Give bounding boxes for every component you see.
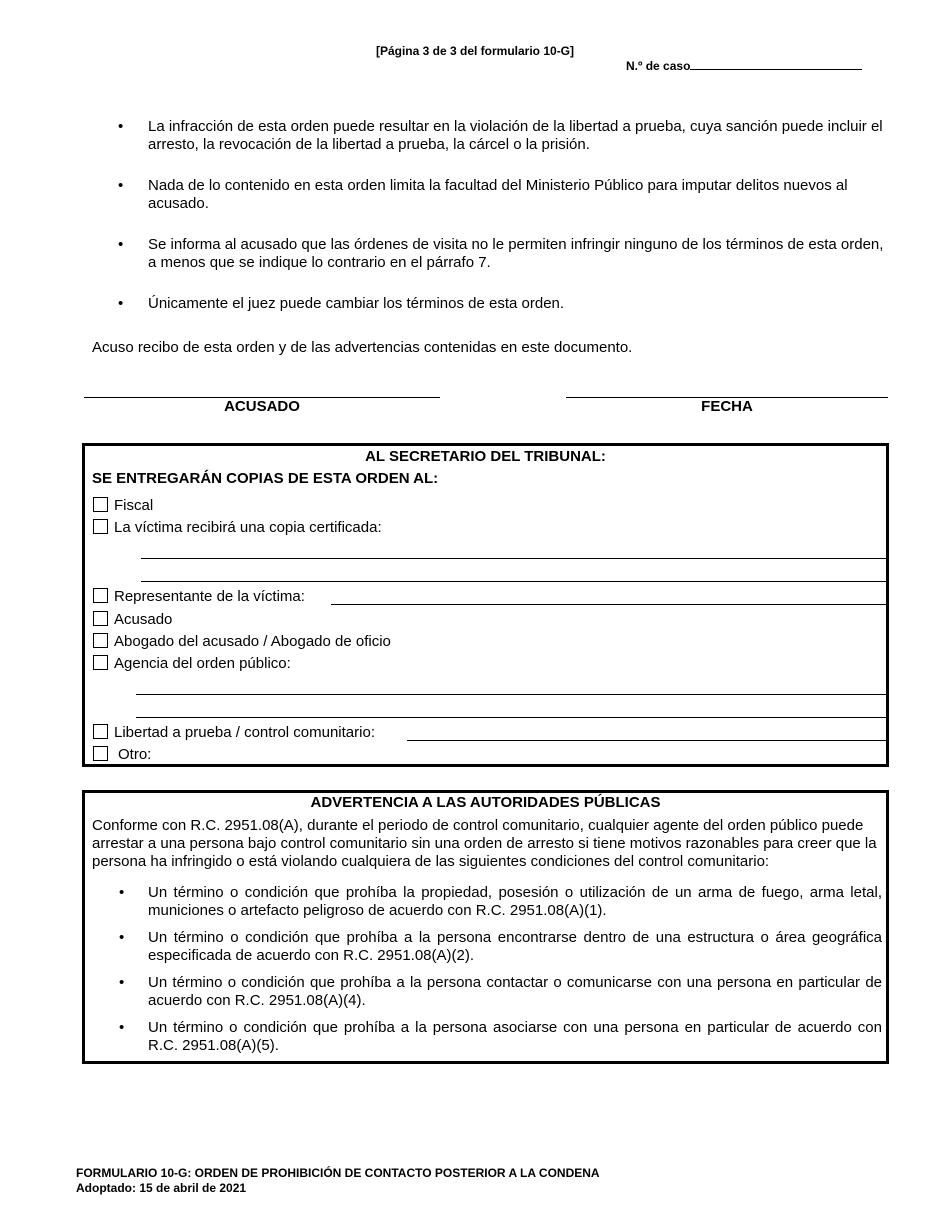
other-checkbox[interactable]	[93, 746, 108, 761]
bullet-glyph: •	[118, 295, 124, 312]
victim-checkbox[interactable]	[93, 519, 108, 534]
list-item	[118, 177, 888, 213]
warning-text: La infracción de esta orden puede resultar en la violación de la libertad a prueba, cuya sanción puede incluir el arresto, la revocación de la libertad a prueba, la cárcel o la prisión.	[148, 118, 883, 153]
defendant-label: ACUSADO	[224, 398, 300, 415]
case-number-blank[interactable]	[690, 58, 862, 70]
list-item	[119, 1019, 882, 1055]
law-enforcement-line-1[interactable]	[136, 694, 886, 695]
condition-text: Un término o condición que prohíba a la persona encontrarse dentro de una estructura o área geográfica especificada de acuerdo con R.C. 2951.08(A)(2).	[148, 929, 882, 964]
page-number-label: [Página 3 de 3 del formulario 10-G]	[375, 44, 575, 58]
form-title: FORMULARIO 10-G: ORDEN DE PROHIBICIÓN DE CONTACTO POSTERIOR A LA CONDENA	[76, 1166, 600, 1180]
list-item	[119, 974, 882, 1010]
option-attorney	[93, 633, 391, 650]
case-number-field[interactable]	[626, 58, 862, 73]
prosecutor-label: Fiscal	[114, 497, 154, 514]
list-item	[118, 236, 888, 272]
prosecutor-checkbox[interactable]	[93, 497, 108, 512]
option-victim-representative	[93, 588, 305, 605]
law-enforcement-line-2[interactable]	[136, 717, 886, 718]
attorney-checkbox[interactable]	[93, 633, 108, 648]
authorities-warning-intro: Conforme con R.C. 2951.08(A), durante el periodo de control comunitario, cualquier agente del orden público puede arrestar a una persona bajo control comunitario sin una orden de arresto si tiene motivos razonables para creer que la persona ha infringido o está violando cualquiera de las siguientes condiciones del control comunitario:	[92, 817, 877, 870]
option-probation	[93, 724, 375, 741]
list-item	[119, 929, 882, 965]
defendant-checkbox[interactable]	[93, 611, 108, 626]
other-label: Otro:	[118, 746, 152, 763]
option-victim	[93, 519, 382, 536]
warning-text: Nada de lo contenido en esta orden limita la facultad del Ministerio Público para imputar delitos nuevos al acusado.	[148, 177, 848, 212]
clerk-box-title: AL SECRETARIO DEL TRIBUNAL:	[365, 448, 606, 465]
victim-representative-line[interactable]	[331, 604, 886, 605]
list-item	[118, 118, 888, 154]
warning-text: Se informa al acusado que las órdenes de visita no le permiten infringir ninguno de los términos de esta orden, a menos que se indique lo contrario en el párrafo 7.	[148, 236, 884, 271]
warning-text: Únicamente el juez puede cambiar los términos de esta orden.	[148, 295, 565, 312]
attorney-label: Abogado del acusado / Abogado de oficio	[114, 633, 391, 650]
defendant-option-label: Acusado	[114, 611, 173, 628]
bullet-glyph: •	[119, 929, 125, 946]
acknowledgement-text: Acuso recibo de esta orden y de las advertencias contenidas en este documento.	[92, 339, 633, 356]
bullet-glyph: •	[118, 236, 124, 253]
bullet-glyph: •	[119, 974, 125, 991]
probation-label: Libertad a prueba / control comunitario:	[114, 724, 375, 741]
authorities-warning-box	[82, 790, 889, 1064]
bullet-glyph: •	[118, 118, 124, 135]
victim-label: La víctima recibirá una copia certificada:	[114, 519, 382, 536]
option-law-enforcement	[93, 655, 291, 672]
condition-text: Un término o condición que prohíba la propiedad, posesión o utilización de un arma de fuego, arma letal, municiones o artefacto peligroso de acuerdo con R.C. 2951.08(A)(1).	[148, 884, 882, 919]
probation-line[interactable]	[407, 740, 886, 741]
clerk-box-subtitle: SE ENTREGARÁN COPIAS DE ESTA ORDEN AL:	[92, 470, 439, 487]
option-defendant	[93, 611, 172, 628]
victim-line-2[interactable]	[141, 581, 886, 582]
case-number-label: N.º de caso	[626, 59, 691, 73]
clerk-instructions-box	[82, 443, 889, 767]
option-prosecutor	[93, 497, 153, 514]
probation-checkbox[interactable]	[93, 724, 108, 739]
bullet-glyph: •	[119, 884, 125, 901]
victim-representative-checkbox[interactable]	[93, 588, 108, 603]
victim-representative-label: Representante de la víctima:	[114, 588, 305, 605]
conditions-list	[119, 884, 882, 1064]
condition-text: Un término o condición que prohíba a la persona contactar o comunicarse con una persona en particular de acuerdo con R.C. 2951.08(A)(4).	[148, 974, 882, 1009]
bullet-glyph: •	[118, 177, 124, 194]
date-label: FECHA	[701, 398, 753, 415]
form-footer	[76, 1166, 600, 1196]
option-other	[93, 746, 151, 763]
bullet-glyph: •	[119, 1019, 125, 1036]
law-enforcement-label: Agencia del orden público:	[114, 655, 291, 672]
warning-list	[118, 118, 888, 336]
authorities-warning-title: ADVERTENCIA A LAS AUTORIDADES PÚBLICAS	[310, 794, 661, 811]
victim-line-1[interactable]	[141, 558, 886, 559]
list-item	[118, 295, 888, 313]
adopted-date: Adoptado: 15 de abril de 2021	[76, 1181, 247, 1195]
law-enforcement-checkbox[interactable]	[93, 655, 108, 670]
list-item	[119, 884, 882, 920]
condition-text: Un término o condición que prohíba a la persona asociarse con una persona en particular de acuerdo con R.C. 2951.08(A)(5).	[148, 1019, 882, 1054]
